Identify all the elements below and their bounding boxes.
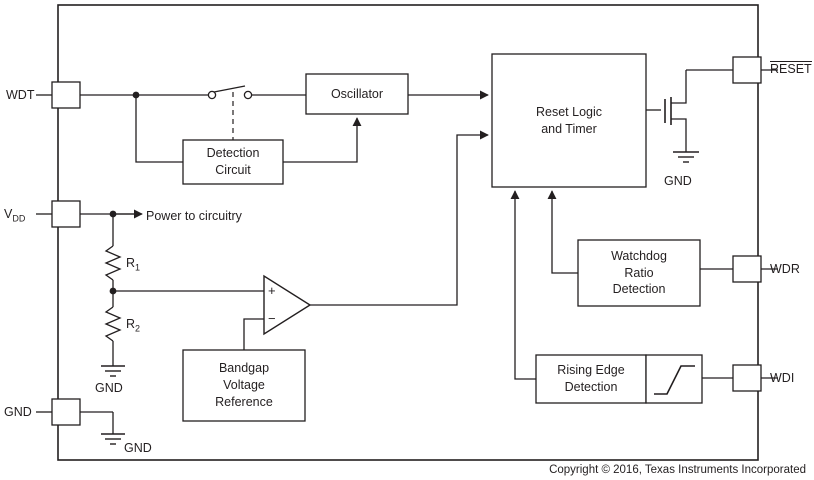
- nmos-drain: [671, 70, 686, 103]
- annotation-gnd-reset: GND: [664, 174, 692, 188]
- resistor-r2: [106, 307, 120, 341]
- pad-vdd: [52, 201, 80, 227]
- detection-circuit-line-2: Circuit: [215, 163, 251, 177]
- detection-circuit-line-1: Detection: [206, 146, 260, 161]
- comparator-plus-sign: +: [268, 283, 276, 298]
- wire-detection-to-oscillator: [283, 118, 357, 162]
- wire-wdt-to-detection: [136, 95, 183, 162]
- bandgap-line-2: Voltage: [223, 378, 265, 393]
- pin-label-reset: RESET: [770, 62, 812, 76]
- pin-label-wdt: WDT: [6, 88, 35, 102]
- pad-wdi: [733, 365, 761, 391]
- pad-reset: [733, 57, 761, 83]
- label-detection-circuit: [183, 140, 283, 184]
- watchdog-ratio-line-2: Ratio: [624, 265, 654, 280]
- annotation-resistor-r1: $R_1$: [126, 256, 141, 273]
- label-watchdog-ratio-detection: [578, 240, 700, 306]
- watchdog-ratio-line-1: Watchdog: [611, 248, 667, 263]
- pad-wdr: [733, 256, 761, 282]
- nmos-source: [671, 119, 686, 152]
- pin-label-wdi: WDI: [770, 371, 795, 385]
- wire-bandgap-to-comparator: [244, 319, 264, 350]
- pin-label-vdd: $V_{DD}$: [4, 207, 26, 224]
- annotation-gnd-divider: GND: [95, 381, 123, 395]
- pad-gnd: [52, 399, 80, 425]
- pin-label-gnd: GND: [4, 405, 32, 419]
- rising-edge-line-1: Rising Edge: [557, 363, 625, 378]
- label-reset-logic-timer: [492, 54, 646, 187]
- pad-wdt: [52, 82, 80, 108]
- annotation-gnd-pin: GND: [124, 441, 152, 455]
- wire-rising-edge-to-reset-logic: [515, 191, 536, 379]
- resistor-r1: [106, 246, 120, 280]
- bandgap-line-3: Reference: [215, 394, 273, 409]
- comparator-minus-sign: −: [268, 311, 276, 326]
- watchdog-ratio-line-3: Detection: [612, 282, 666, 297]
- oscillator-line-1: Oscillator: [330, 86, 384, 101]
- copyright-notice: Copyright © 2016, Texas Instruments Incorporated: [549, 464, 806, 476]
- label-bandgap-voltage-reference: [183, 350, 305, 421]
- pin-label-wdr: WDR: [770, 262, 800, 276]
- bandgap-line-1: Bandgap: [218, 361, 270, 376]
- reset-logic-line-1: Reset Logic: [535, 104, 602, 119]
- switch-terminal-right: [244, 91, 251, 98]
- label-rising-edge-detection: [536, 355, 646, 403]
- reset-logic-line-2: and Timer: [541, 121, 597, 136]
- rising-edge-line-2: Detection: [564, 380, 618, 394]
- annotation-resistor-r2: $R_2$: [126, 317, 141, 334]
- wire-comparator-to-reset-logic: [310, 135, 488, 305]
- wire-watchdog-ratio-to-reset-logic: [552, 191, 578, 273]
- switch-blade: [214, 86, 245, 92]
- label-oscillator: [306, 74, 408, 114]
- annotation-power-to-circuitry: Power to circuitry: [146, 209, 242, 223]
